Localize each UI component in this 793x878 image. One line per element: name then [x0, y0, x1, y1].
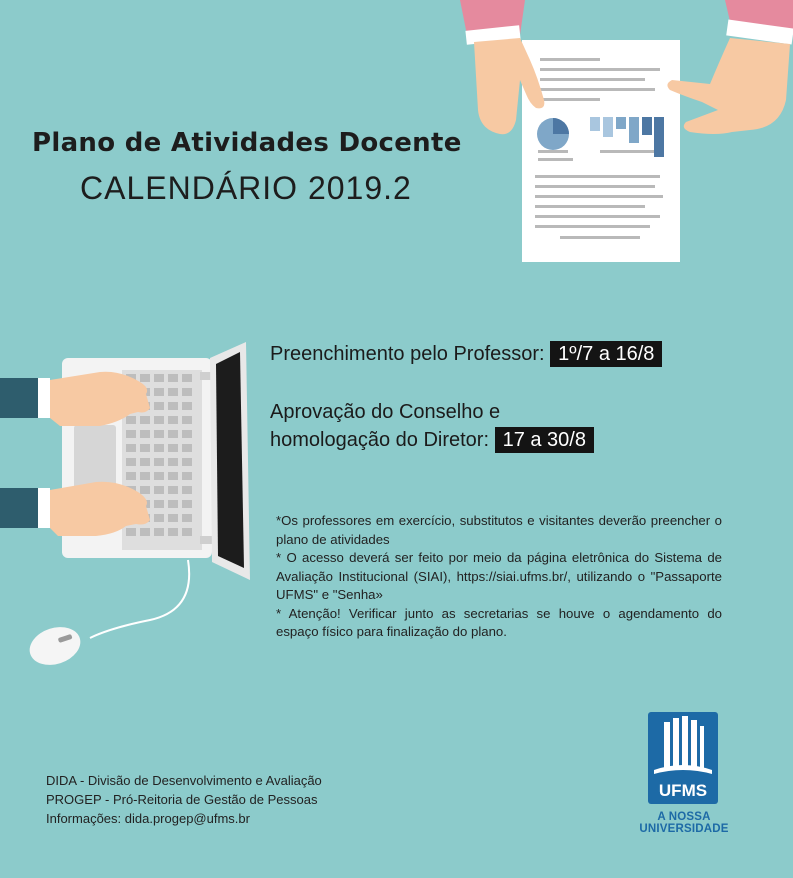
- schedule-item-filling: [270, 340, 662, 368]
- note-item: * Atenção! Verificar junto as secretarias se houve o agendamento do espaço físico para finalização do plano.: [276, 605, 722, 639]
- note-item: * O acesso deverá ser feito por meio da página eletrônica do Sistema de Avaliação Institucional (SIAI), https://siai.ufms.br/, utilizando o "Passaporte UFMS" e "Senha»: [276, 550, 722, 602]
- logo-text: UFMS: [658, 781, 708, 800]
- ufms-logo: [648, 712, 718, 804]
- footer-info: [46, 771, 322, 828]
- right-hand: [667, 0, 793, 134]
- schedule-label: Preenchimento pelo Professor:: [270, 343, 545, 365]
- schedule-date-badge: 1º/7 a 16/8: [550, 341, 662, 367]
- note-item: *Os professores em exercício, substitutos e visitantes deverão preencher o plano de atividades: [276, 513, 722, 547]
- page-title: Plano de Atividades Docente: [32, 128, 462, 158]
- laptop-illustration: [0, 330, 260, 675]
- schedule-date-badge: 17 a 30/8: [495, 427, 594, 453]
- page-subtitle: CALENDÁRIO 2019.2: [80, 170, 412, 206]
- notes-block: [276, 512, 722, 642]
- footer-line-dida: DIDA - Divisão de Desenvolvimento e Avaliação: [46, 773, 322, 788]
- schedule-label-line2: homologação do Diretor:: [270, 429, 490, 451]
- logo-slogan: A NOSSA UNIVERSIDADE: [639, 811, 729, 835]
- footer-line-contact: Informações: dida.progep@ufms.br: [46, 811, 250, 826]
- schedule-label-line1: Aprovação do Conselho e: [270, 401, 501, 423]
- schedule-item-approval: [270, 398, 594, 454]
- footer-line-progep: PROGEP - Pró-Reitoria de Gestão de Pessoas: [46, 792, 318, 807]
- mouse-icon: [25, 621, 86, 671]
